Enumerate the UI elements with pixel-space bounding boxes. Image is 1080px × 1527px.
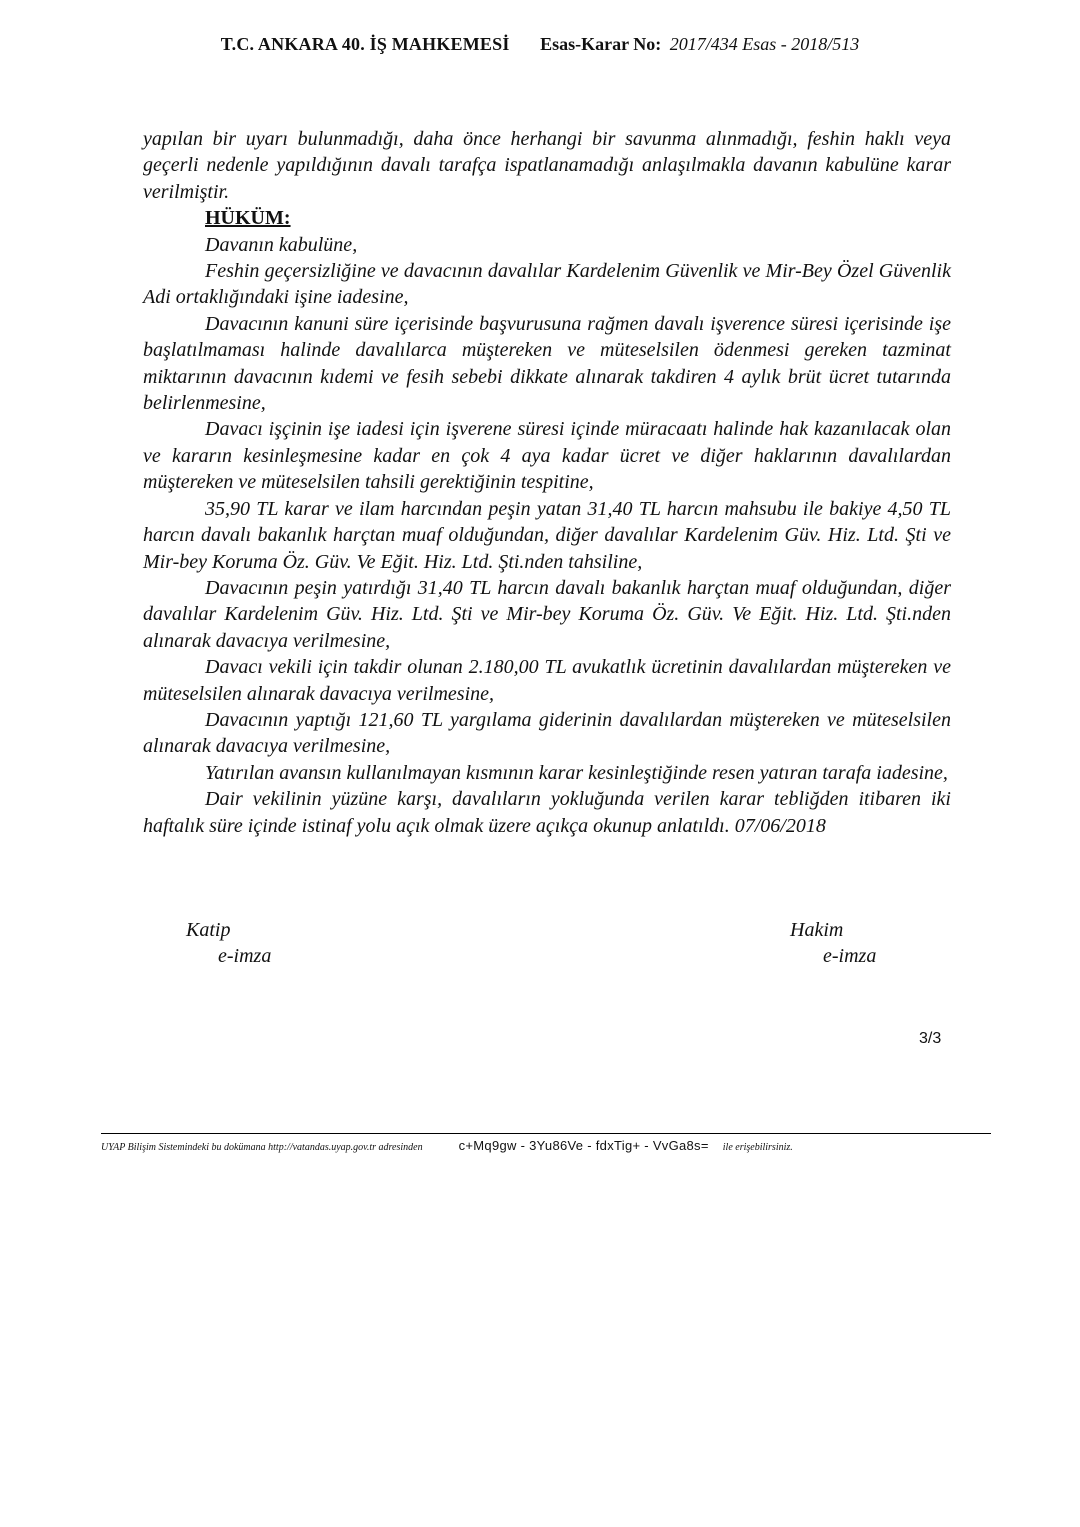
hakim-e-imza: e-imza	[823, 945, 877, 967]
page-number: 3/3	[919, 1030, 942, 1047]
katip-label: Katip	[186, 919, 231, 941]
paragraph: Yatırılan avansın kullanılmayan kısmının karar kesinleştiğinde resen yatıran tarafa iadesine,	[205, 761, 948, 784]
page-footer	[101, 1138, 991, 1153]
footer-divider	[101, 1133, 991, 1134]
paragraph: Davacı işçinin işe iadesi için işverene süresi içinde müracaatı halinde hak kazanılacak olan ve kararın kesinleşmesine kadar en çok 4 aya kadar ücret ve diğer haklarının davalılardan müştereken ve müteselsilen tahsili gerektiğinin tespitine,	[143, 418, 951, 494]
paragraph: Davacı vekili için takdir olunan 2.180,00 TL avukatlık ücretinin davalılardan müştereken ve müteselsilen alınarak davacıya verilmesine,	[143, 656, 951, 705]
paragraph: 35,90 TL karar ve ilam harcından peşin yatan 31,40 TL harcın mahsubu ile bakiye 4,50 TL harcın davalı bakanlık harçtan muaf olduğundan, diğer davalılar Kardelenim Güv. Hiz. Ltd. Şti ve Mir-bey Koruma Öz. Güv. Ve Eğit. Hiz. Ltd. Şti.nden tahsiline,	[143, 497, 951, 573]
esas-karar-value: 2017/434 Esas - 2018/513	[669, 34, 860, 54]
paragraph: Davacının yaptığı 121,60 TL yargılama giderinin davalılardan müştereken ve müteselsilen alınarak davacıya verilmesine,	[143, 708, 951, 758]
paragraph: Davanın kabulüne,	[205, 233, 358, 256]
paragraph: Dair vekilinin yüzüne karşı, davalıların yokluğunda verilen karar tebliğden itibaren iki haftalık süre içinde istinaf yolu açık olmak üzere açıkça okunup anlatıldı. 07/06/2018	[143, 788, 951, 837]
hakim-label: Hakim	[790, 919, 844, 941]
paragraph: Davacının kanuni süre içerisinde başvurusuna rağmen davalı işverence süresi içerisinde işe başlatılmaması halinde davalılarca müştereken ve müteselsilen ödenmesi gereken tazminat miktarının davacının kıdemi ve fesih sebebi dikkate alınarak takdiren 4 aylık brüt ücret tutarında belirlenmesine,	[143, 312, 951, 415]
footer-right-text: ile erişebilirsiniz.	[722, 1142, 793, 1153]
esas-karar-label: Esas-Karar No:	[540, 34, 662, 54]
court-name: T.C. ANKARA 40. İŞ MAHKEMESİ	[220, 34, 510, 54]
intro-paragraph: yapılan bir uyarı bulunmadığı, daha önce herhangi bir savunma alınmadığı, feshin haklı veya geçerli nedenle yapıldığının davalı tarafça ispatlanamadığı anlaşılmakla davanın kabulüne karar verilmiştir.	[143, 128, 951, 203]
paragraph: Davacının peşin yatırdığı 31,40 TL harcın davalı bakanlık harçtan muaf olduğundan, diğer davalılar Kardelenim Güv. Hiz. Ltd. Şti ve Mir-bey Koruma Öz. Güv. Ve Eğit. Hiz. Ltd. Şti.nden alınarak davacıya verilmesine,	[143, 576, 951, 652]
verification-code: c+Mq9gw - 3Yu86Ve - fdxTig+ - VvGa8s=	[458, 1138, 709, 1153]
paragraph: Feshin geçersizliğine ve davacının davalılar Kardelenim Güvenlik ve Mir-Bey Özel Güvenlik Adi ortaklığındaki işine iadesine,	[143, 260, 951, 309]
footer-left-text: UYAP Bilişim Sistemindeki bu dokümana http://vatandas.uyap.gov.tr adresinden	[101, 1142, 423, 1153]
hukum-heading: HÜKÜM:	[205, 207, 291, 230]
document-body	[143, 126, 951, 839]
katip-e-imza: e-imza	[218, 945, 272, 967]
page-header	[0, 34, 1080, 55]
